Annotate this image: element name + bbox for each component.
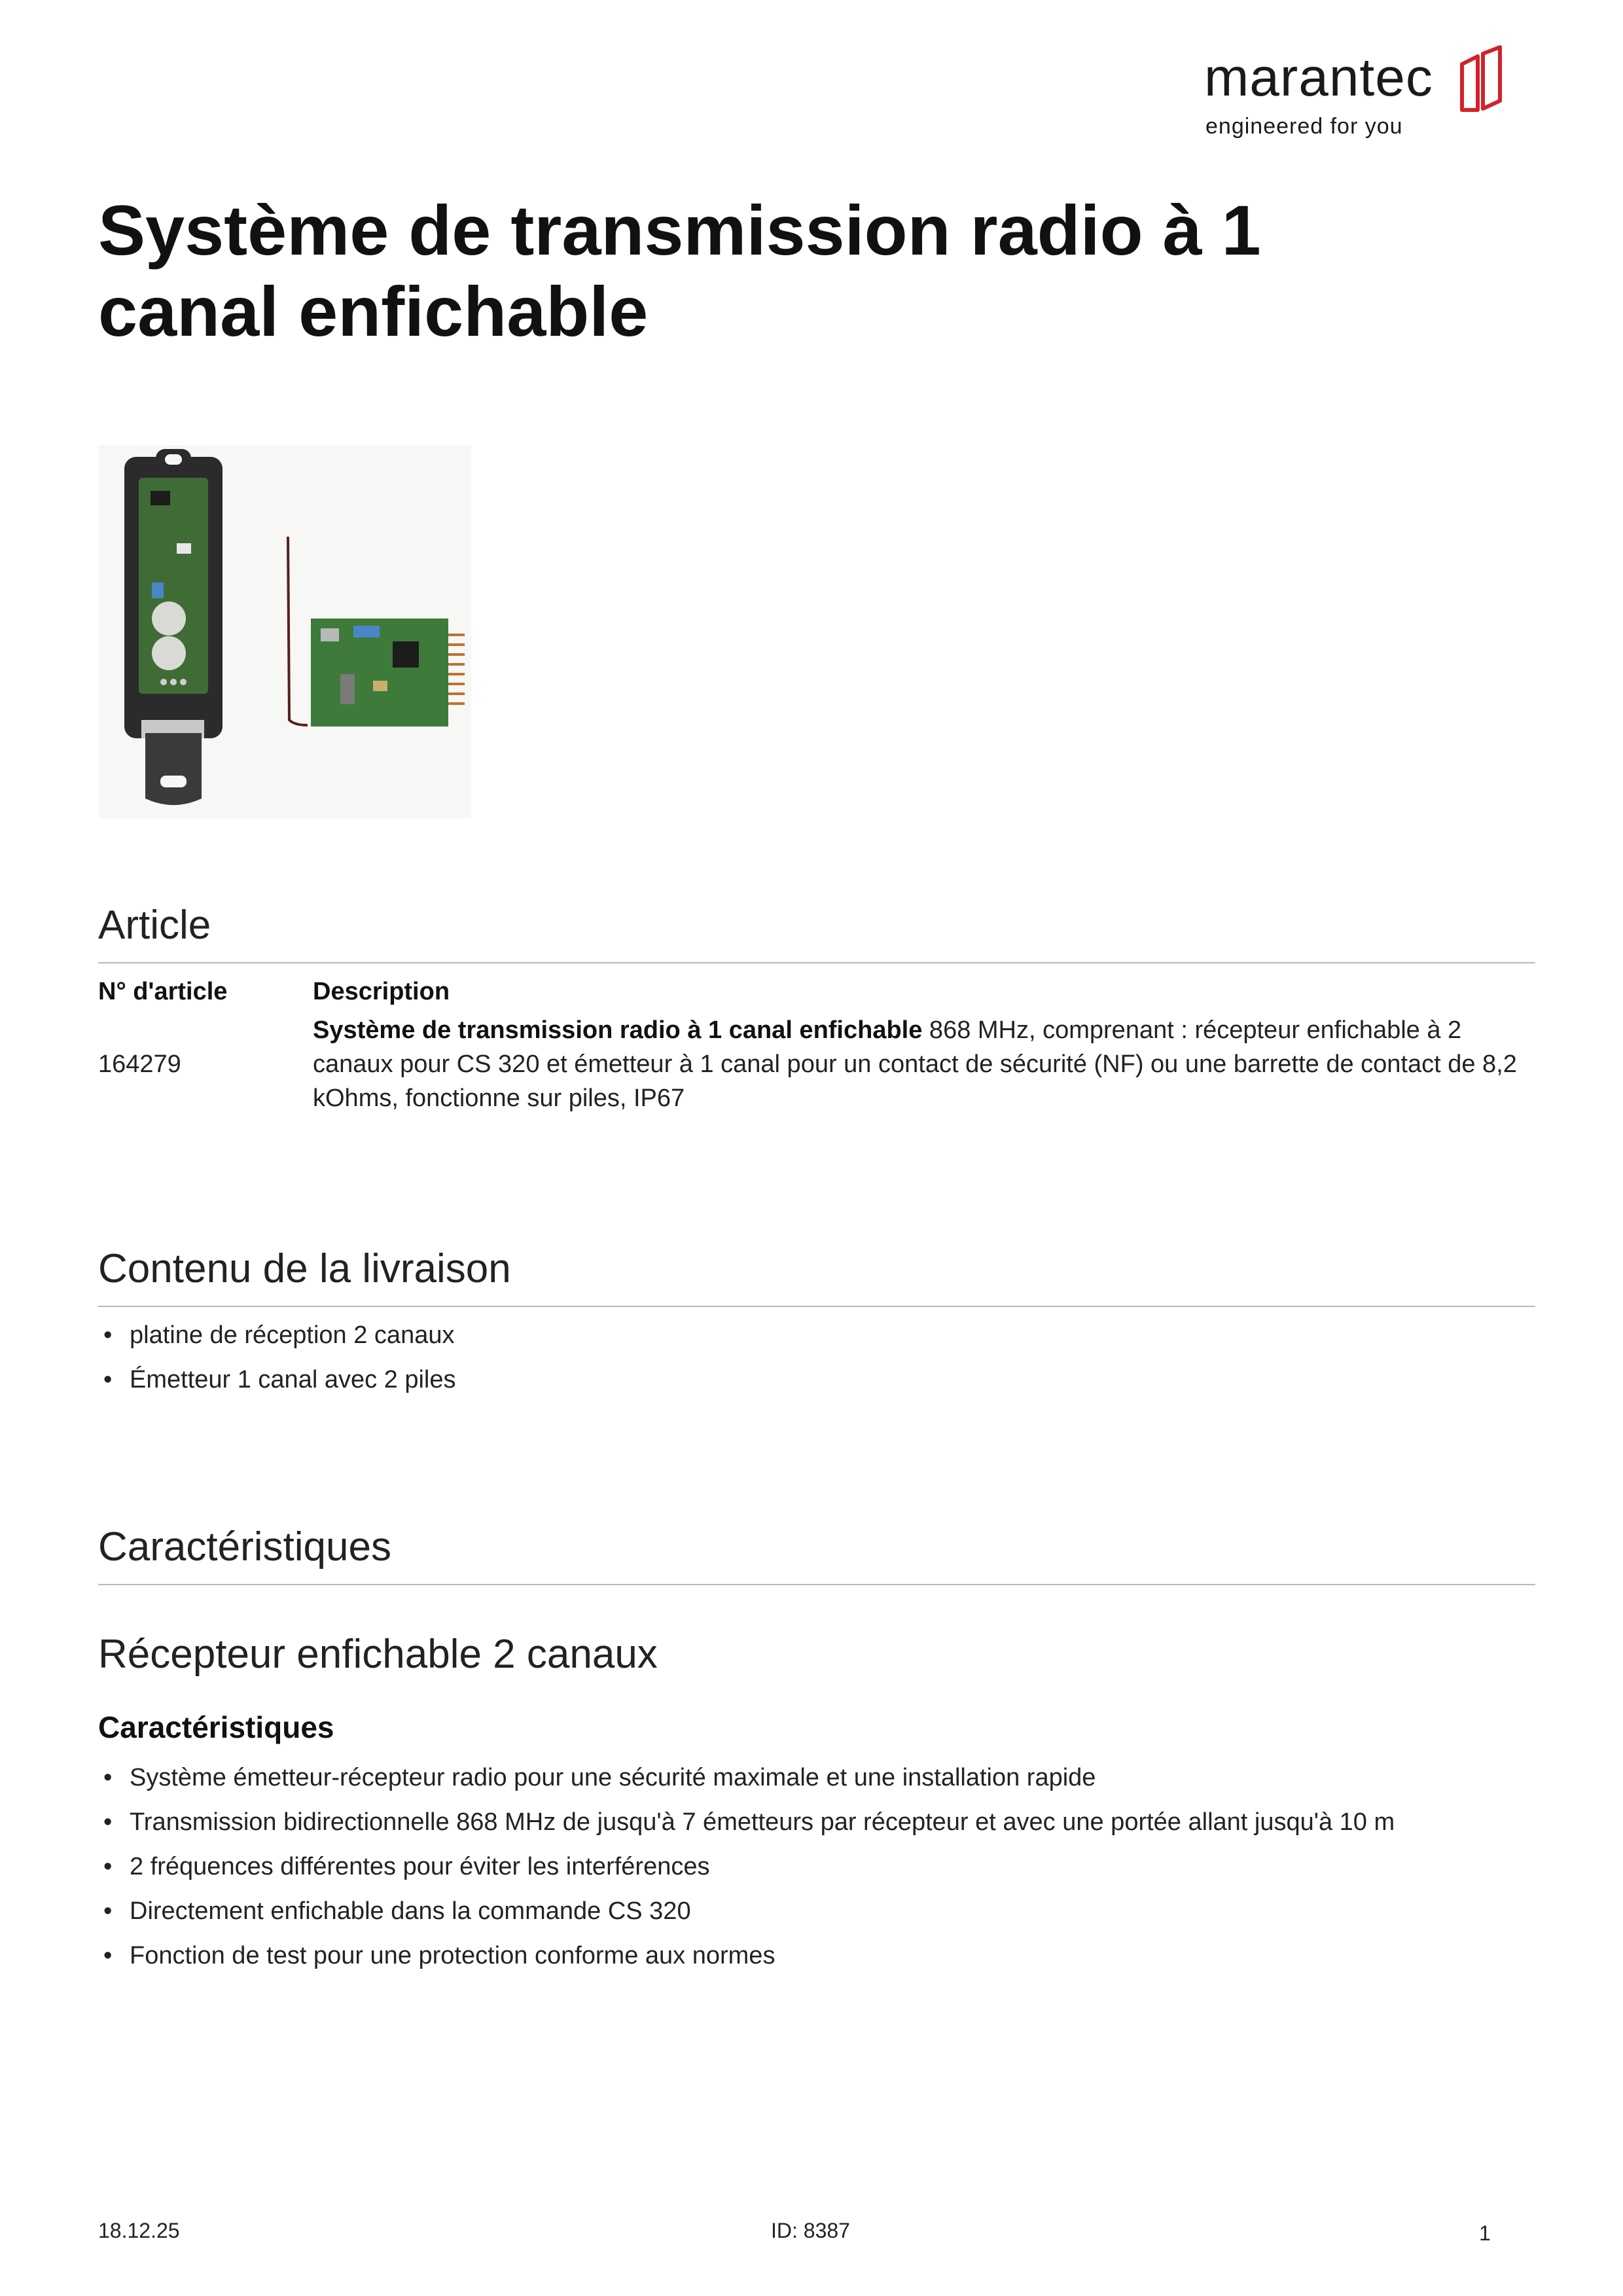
delivery-list <box>98 1313 456 1402</box>
features-list <box>98 1755 1395 1978</box>
list-item: • Transmission bidirectionnelle 868 MHz de jusqu'à 7 émetteurs par récepteur et avec une portée allant jusqu'à 10 m <box>98 1800 1395 1844</box>
list-item: • 2 fréquences différentes pour éviter les interférences <box>98 1844 1395 1889</box>
footer-id: ID: 8387 <box>771 2219 850 2242</box>
features-subsection-title: Récepteur enfichable 2 canaux <box>98 1632 658 1677</box>
delivery-heading: Contenu de la livraison <box>98 1246 511 1291</box>
article-description <box>313 1013 1530 1115</box>
divider <box>98 1584 1535 1585</box>
brand-mark-icon <box>1458 45 1504 117</box>
brand-logo <box>1204 41 1505 152</box>
list-item: • platine de réception 2 canaux <box>98 1313 456 1357</box>
article-description-header: Description <box>313 978 450 1005</box>
list-item: • Fonction de test pour une protection conforme aux normes <box>98 1933 1395 1978</box>
article-number: 164279 <box>98 1050 181 1078</box>
article-number-header: N° d'article <box>98 978 228 1005</box>
page-number: 1 <box>1479 2221 1491 2245</box>
article-heading: Article <box>98 903 211 948</box>
article-description-text: 868 MHz, comprenant : récepteur enfichable à 2 canaux pour CS 320 et émetteur à 1 canal pour un contact de sécurité (NF) ou une barrette de contact de 8,2 kOhms, fonctionne sur piles, IP67 <box>313 1016 1517 1112</box>
divider <box>98 962 1535 963</box>
list-item: • Système émetteur-récepteur radio pour une sécurité maximale et une installation rapide <box>98 1755 1395 1800</box>
list-item: • Émetteur 1 canal avec 2 piles <box>98 1357 456 1402</box>
product-photo <box>98 445 471 818</box>
features-subsection-subtitle: Caractéristiques <box>98 1710 334 1744</box>
brand-name: marantec <box>1204 48 1433 107</box>
brand-tagline: engineered for you <box>1205 114 1403 139</box>
divider <box>98 1306 1535 1307</box>
page-title: Système de transmission radio à 1 canal enfichable <box>98 190 1261 351</box>
list-item: • Directement enfichable dans la commande CS 320 <box>98 1889 1395 1933</box>
features-heading: Caractéristiques <box>98 1524 391 1570</box>
footer-date: 18.12.25 <box>98 2219 180 2242</box>
article-description-bold: Système de transmission radio à 1 canal enfichable <box>313 1016 923 1044</box>
